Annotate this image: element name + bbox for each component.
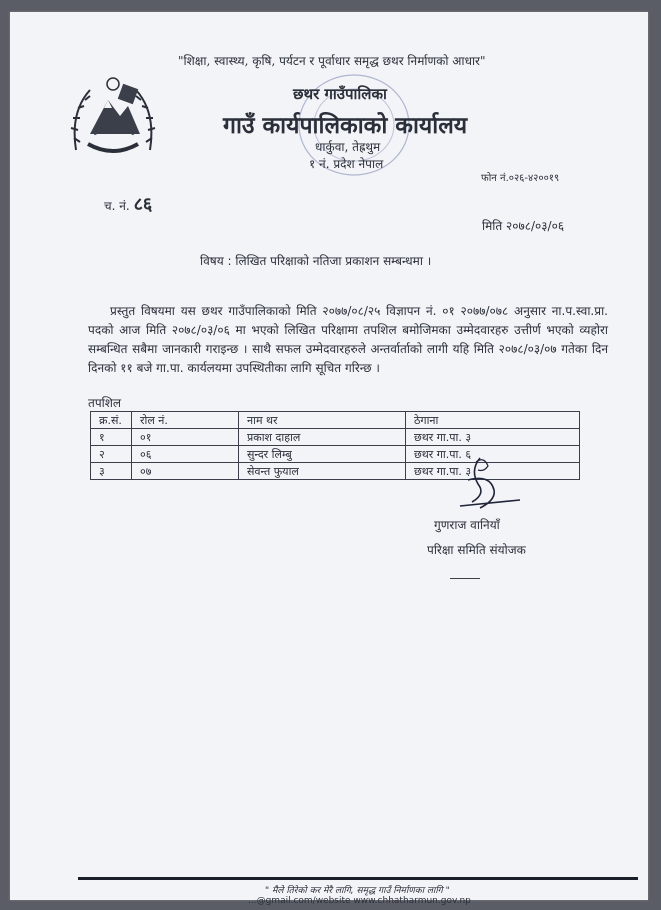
header-motto: "शिक्षा, स्वास्थ्य, कृषि, पर्यटन र पूर्वाधार समृद्ध छथर निर्माणको आधार" xyxy=(178,54,486,68)
details-label: तपशिल xyxy=(88,396,122,410)
letter-body: प्रस्तुत विषयमा यस छथर गाउँपालिकाको मिति २०७७/०८/२५ विज्ञापन नं. ०१ २०७७/०७८ अनुसार ना.प.स्वा.प्रा. पदको आज मिति २०७८/०३/०६ मा भएको लिखित परिक्षामा तपशिल बमोजिमका उम्मेदवारहरु उत्तीर्ण भएको व्यहोरा सम्बन्धित सबैमा जानकारी गराइन्छ । साथै सफल उम्मेदवारहरुले अन्तर्वार्ताको लागी यहि मिति २०७८/०३/०७ गतेका दिन दिनको ११ बजे गा.पा. कार्यलयमा उपस्थितीका लागि सूचित गरिन्छ । xyxy=(88,304,608,375)
cell-sn: १ xyxy=(91,429,132,446)
cell-name: सेवन्त फुयाल xyxy=(239,463,406,480)
office-title: गाउँ कार्यपालिकाको कार्यालय xyxy=(223,112,468,139)
table-row xyxy=(91,429,580,446)
address-line-2: १ नं. प्रदेश नेपाल xyxy=(309,157,384,171)
footer-motto: " मैले तिरेको कर मेरै लागि, समृद्ध गाउँ निर्माणका लागि " xyxy=(265,886,450,896)
cell-name: सुन्दर लिम्बु xyxy=(239,446,406,463)
cell-roll: ०६ xyxy=(132,446,239,463)
cell-name: प्रकाश दाहाल xyxy=(239,429,406,446)
phone-number: फोन नं.०२६-४२००१९ xyxy=(481,173,560,184)
footer-website: ...@gmail.com/website www.chhatharmun.gov.np xyxy=(248,896,471,906)
nepal-emblem-logo xyxy=(68,72,158,164)
letter-page xyxy=(10,12,648,906)
reference-number xyxy=(104,192,152,216)
municipality-name: छथर गाउँपालिका xyxy=(293,85,387,103)
cell-address: छथर गा.पा. ६ xyxy=(406,446,580,463)
cell-roll: ०७ xyxy=(132,463,239,480)
letter-date: मिति २०७८/०३/०६ xyxy=(482,219,565,233)
cell-roll: ०१ xyxy=(132,429,239,446)
footer-divider xyxy=(78,877,638,880)
address-line-1: धार्कुवा, तेह्रथुम xyxy=(315,140,381,154)
cell-sn: ३ xyxy=(91,463,132,480)
cell-sn: २ xyxy=(91,446,132,463)
reference-value: ८६ xyxy=(133,194,153,215)
signatory-name: गुणराज वानियाँ xyxy=(434,518,500,532)
column-header-roll: रोल नं. xyxy=(132,412,239,429)
column-header-name: नाम थर xyxy=(239,412,406,429)
letter-subject: विषय : लिखित परिक्षाको नतिजा प्रकाशन सम्बन्धमा । xyxy=(200,254,432,268)
column-header-sn: क्र.सं. xyxy=(91,412,132,429)
table-header-row xyxy=(91,412,580,429)
cell-address: छथर गा.पा. ३ xyxy=(406,463,580,480)
reference-prefix: च. नं. xyxy=(104,199,130,213)
stray-mark xyxy=(450,578,480,579)
column-header-address: ठेगाना xyxy=(406,412,580,429)
signatory-title: परिक्षा समिति संयोजक xyxy=(427,543,526,557)
handwritten-signature xyxy=(450,450,530,516)
cell-address: छथर गा.पा. ३ xyxy=(406,429,580,446)
